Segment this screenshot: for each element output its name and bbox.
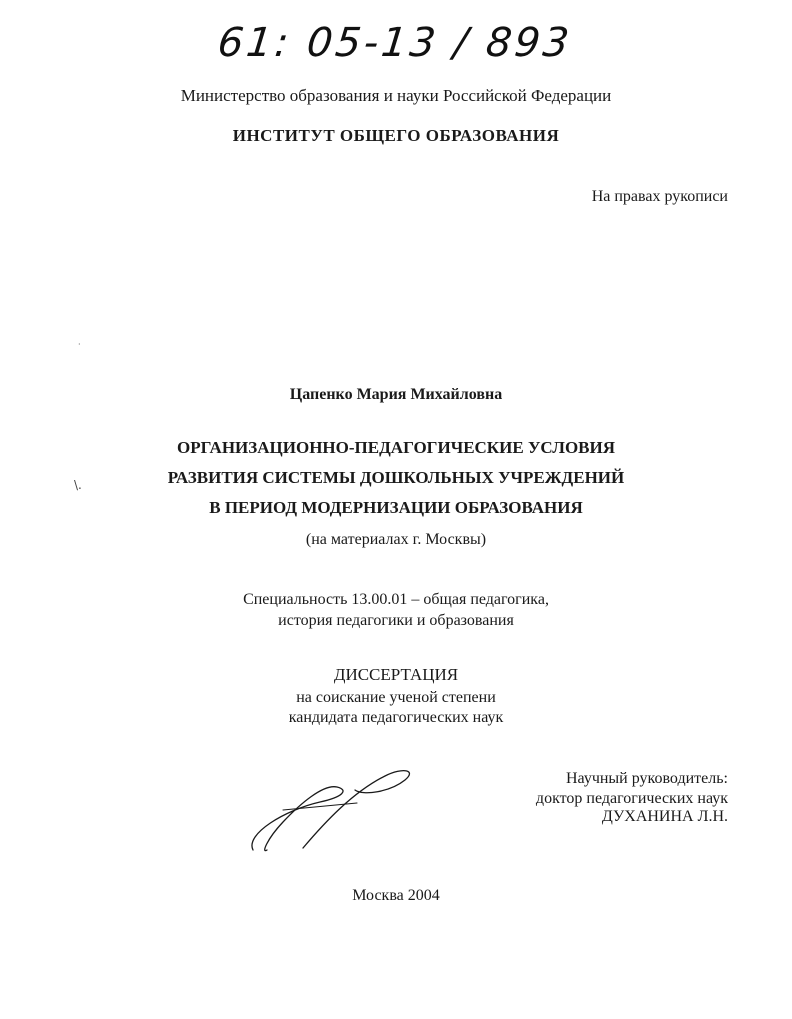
thesis-title-line-1: ОРГАНИЗАЦИОННО-ПЕДАГОГИЧЕСКИЕ УСЛОВИЯ xyxy=(176,438,616,457)
scan-speck: \. xyxy=(74,478,82,492)
dissertation-heading: ДИССЕРТАЦИЯ xyxy=(333,665,459,684)
author-name: Цапенко Мария Михайловна xyxy=(289,386,503,403)
supervisor-label: Научный руководитель: xyxy=(565,770,728,787)
signature xyxy=(245,762,425,862)
degree-line-2: кандидата педагогических наук xyxy=(288,709,504,726)
handwritten-archive-code: 61: 05-13 / 893 xyxy=(215,20,574,66)
scan-speck: · xyxy=(78,340,81,349)
city-year: Москва 2004 xyxy=(352,887,440,904)
thesis-subtitle: (на материалах г. Москвы) xyxy=(305,531,487,548)
specialty-line-2: история педагогики и образования xyxy=(278,612,514,629)
thesis-title-line-3: В ПЕРИОД МОДЕРНИЗАЦИИ ОБРАЗОВАНИЯ xyxy=(209,498,583,517)
ministry-name: Министерство образования и науки Российской Федерации xyxy=(180,86,612,105)
thesis-title-line-2: РАЗВИТИЯ СИСТЕМЫ ДОШКОЛЬНЫХ УЧРЕЖДЕНИЙ xyxy=(167,468,625,487)
specialty-line-1: Специальность 13.00.01 – общая педагогика, xyxy=(243,591,549,608)
degree-line-1: на соискание ученой степени xyxy=(296,689,496,706)
institute-name: ИНСТИТУТ ОБЩЕГО ОБРАЗОВАНИЯ xyxy=(232,126,560,145)
supervisor-name: ДУХАНИНА Л.Н. xyxy=(601,808,728,825)
supervisor-degree: доктор педагогических наук xyxy=(535,790,728,807)
manuscript-rights: На правах рукописи xyxy=(591,188,728,205)
